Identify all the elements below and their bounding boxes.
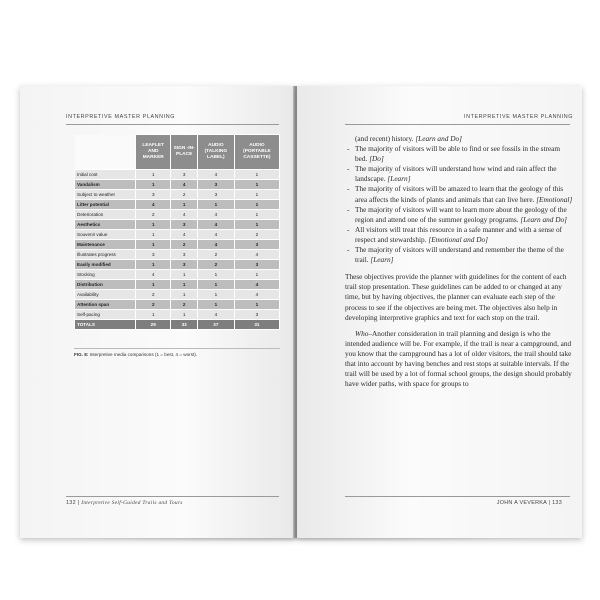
- row-label: Maintenance: [75, 240, 136, 250]
- left-page: [20, 86, 295, 538]
- list-item: [345, 225, 573, 245]
- table-cell: 2: [171, 240, 197, 250]
- column-header: SIGN -IN- PLACE: [171, 135, 197, 170]
- column-header: AUDIO (PORTABLE CASSETTE): [234, 135, 279, 170]
- totals-row: [75, 320, 280, 330]
- table-cell: 1: [234, 200, 279, 210]
- table-cell: 1: [136, 220, 171, 230]
- left-head-rule: [66, 124, 279, 125]
- table-row: [75, 300, 280, 310]
- row-label: Litter potential: [75, 200, 136, 210]
- table-cell: 1: [234, 220, 279, 230]
- table-cell: 3: [234, 260, 279, 270]
- table-cell: 2: [136, 300, 171, 310]
- right-head-rule: [345, 124, 570, 125]
- table-cell: 1: [171, 280, 197, 290]
- table-cell: 1: [171, 290, 197, 300]
- list-item: [345, 134, 573, 144]
- table-cell: 4: [171, 230, 197, 240]
- table-cell: 2: [136, 290, 171, 300]
- left-folio: 132: [66, 500, 76, 506]
- list-item: [345, 245, 573, 265]
- row-label: Availability: [75, 290, 136, 300]
- table-cell: 4: [197, 170, 234, 180]
- row-label: Souvenir value: [75, 230, 136, 240]
- table-cell: 4: [197, 220, 234, 230]
- table-cell: 1: [136, 240, 171, 250]
- table-row: [75, 270, 280, 280]
- footer-separator: |: [548, 500, 553, 506]
- table-row: [75, 230, 280, 240]
- table-cell: 4: [197, 230, 234, 240]
- row-label: Self-pacing: [75, 310, 136, 320]
- media-comparison-table: [74, 134, 280, 330]
- table-body: [75, 170, 280, 330]
- totals-label: TOTALS: [75, 320, 136, 330]
- table-row: [75, 310, 280, 320]
- table-row: [75, 240, 280, 250]
- totals-cell: 31: [234, 320, 279, 330]
- table-cell: 3: [171, 220, 197, 230]
- objective-tag: [Learn]: [387, 174, 411, 184]
- who-lead: Who: [355, 328, 369, 338]
- table-cell: 1: [234, 170, 279, 180]
- footer-author: JOHN A VEVERKA: [496, 500, 547, 506]
- caption-rule: [74, 348, 280, 349]
- objective-tag: [Learn]: [370, 255, 394, 265]
- objective-text: The majority of visitors will understand and remember the theme of the trail.: [355, 245, 564, 265]
- table-cell: 4: [197, 310, 234, 320]
- table-cell: 1: [234, 300, 279, 310]
- table-cell: 1: [171, 270, 197, 280]
- table-corner: [75, 135, 136, 170]
- table-cell: 1: [197, 290, 234, 300]
- row-label: Initial cost: [75, 170, 136, 180]
- table-cell: 3: [171, 170, 197, 180]
- row-label: Attention span: [75, 300, 136, 310]
- footer-book-title: Interpretive Self-Guided Trails and Tours: [81, 500, 183, 506]
- paragraph-objectives: These objectives provide the planner with guidelines for the content of each trail stop presentation. These guidelines can be added to or changed at any time, but by having objectives, the planner can evaluate each step of the process to see if the objectives are being met. The objectives also help in developing interpretive graphics and text for each stop on the trail.: [345, 272, 567, 322]
- table-cell: 4: [234, 250, 279, 260]
- bullet-dash: -: [347, 224, 350, 234]
- table-cell: 1: [197, 300, 234, 310]
- bullet-dash: -: [347, 204, 350, 214]
- list-item: [345, 144, 573, 164]
- table-row: [75, 190, 280, 200]
- left-footer: [66, 500, 183, 506]
- row-label: Subject to weather: [75, 190, 136, 200]
- table-cell: 2: [171, 190, 197, 200]
- table-cell: 3: [171, 250, 197, 260]
- table-cell: 1: [171, 200, 197, 210]
- totals-cell: 33: [171, 320, 197, 330]
- column-header: AUDIO (TALKING LABEL): [197, 135, 234, 170]
- table-row: [75, 260, 280, 270]
- bullet-dash: -: [347, 245, 350, 255]
- table-cell: 1: [136, 280, 171, 290]
- list-item: [345, 164, 573, 184]
- table-cell: 4: [197, 240, 234, 250]
- column-header: LEAFLET AND MARKER: [136, 135, 171, 170]
- objective-text: The majority of visitors will be able to find or see fossils in the stream bed.: [355, 144, 561, 164]
- row-label: Deterioration: [75, 210, 136, 220]
- bullet-dash: -: [347, 184, 350, 194]
- table-cell: 1: [234, 210, 279, 220]
- table-cell: 1: [136, 310, 171, 320]
- table-header-row: [75, 135, 280, 170]
- table-cell: 4: [171, 180, 197, 190]
- table-row: [75, 280, 280, 290]
- table-row: [75, 250, 280, 260]
- table-cell: 3: [136, 250, 171, 260]
- objective-tag: [Learn and Do]: [520, 214, 567, 224]
- table-cell: 2: [234, 230, 279, 240]
- table-cell: 1: [197, 200, 234, 210]
- bullet-dash: -: [347, 164, 350, 174]
- table-row: [75, 180, 280, 190]
- left-running-head: INTERPRETIVE MASTER PLANNING: [66, 114, 176, 120]
- table-cell: 1: [136, 180, 171, 190]
- left-foot-rule: [66, 496, 279, 497]
- objective-text: The majority of visitors will be amazed to learn that the geology of this area affects the kinds of plants and animals that can live here.: [355, 184, 564, 204]
- figure-caption: [74, 352, 284, 357]
- table-cell: 2: [136, 210, 171, 220]
- table-cell: 1: [197, 270, 234, 280]
- table-cell: 4: [136, 270, 171, 280]
- table-cell: 2: [197, 250, 234, 260]
- objective-text: The majority of visitors will want to learn more about the geology of the region and attend one of the summer geology programs.: [355, 204, 567, 224]
- totals-cell: 37: [197, 320, 234, 330]
- table-cell: 4: [234, 290, 279, 300]
- objective-tag: [Learn and Do]: [415, 134, 462, 143]
- table-cell: 4: [171, 210, 197, 220]
- table-cell: 3: [234, 310, 279, 320]
- table-row: [75, 210, 280, 220]
- right-running-head: INTERPRETIVE MASTER PLANNING: [464, 114, 574, 120]
- table-cell: 1: [234, 270, 279, 280]
- who-text: –Another consideration in trail planning and design is who the intended audience will be. For example, if the trail is near a campground, and you know that the campground has a lot of older visitors, the trail should take that into account by having benches and rest stops at suitable intervals. If the trail will be used by a lot of formal school groups, the design should probably have wider paths, with space for groups to: [345, 328, 572, 389]
- table-row: [75, 170, 280, 180]
- table-cell: 1: [136, 260, 171, 270]
- right-footer: [497, 500, 562, 506]
- lead-fragment: (and recent) history.: [355, 134, 414, 143]
- table-cell: 1: [197, 280, 234, 290]
- table-cell: 3: [171, 260, 197, 270]
- right-page: [297, 86, 582, 538]
- objective-tag: [Do]: [369, 154, 384, 164]
- row-label: Aesthetics: [75, 220, 136, 230]
- table-cell: 4: [136, 200, 171, 210]
- table-cell: 4: [197, 210, 234, 220]
- totals-cell: 29: [136, 320, 171, 330]
- right-folio: 133: [552, 500, 562, 506]
- list-item: [345, 184, 573, 204]
- row-label: Illustrates progress: [75, 250, 136, 260]
- row-label: Vandalism: [75, 180, 136, 190]
- table-cell: 1: [136, 230, 171, 240]
- table-cell: 4: [234, 280, 279, 290]
- objectives-bullets: [345, 144, 573, 265]
- table-cell: 3: [136, 190, 171, 200]
- table-row: [75, 290, 280, 300]
- list-item: [345, 205, 573, 225]
- caption-label: FIG. 8:: [74, 352, 89, 357]
- table-cell: 2: [171, 300, 197, 310]
- bullet-dash: -: [347, 144, 350, 154]
- table-cell: 3: [197, 180, 234, 190]
- body-text: [345, 134, 573, 389]
- right-foot-rule: [345, 496, 570, 497]
- objective-text: The majority of visitors will understand how wind and rain affect the landscape.: [355, 164, 557, 184]
- table-cell: 1: [234, 190, 279, 200]
- table-cell: 3: [234, 240, 279, 250]
- row-label: Easily modified: [75, 260, 136, 270]
- table-cell: 1: [136, 170, 171, 180]
- row-label: Distribution: [75, 280, 136, 290]
- table-cell: 1: [234, 180, 279, 190]
- table-cell: 1: [171, 310, 197, 320]
- footer-separator: |: [77, 500, 82, 506]
- row-label: Stocking: [75, 270, 136, 280]
- objective-tag: [Emotional and Do]: [428, 234, 488, 244]
- objective-tag: [Emotional]: [536, 194, 573, 204]
- caption-text: Interpretive media comparisons (1 = best, 4 = worst).: [89, 352, 198, 357]
- table-cell: 3: [197, 190, 234, 200]
- table-row: [75, 200, 280, 210]
- objectives-list: [345, 134, 573, 144]
- table-row: [75, 220, 280, 230]
- objective-text: All visitors will treat this resource in a safe manner and with a sense of respect and stewardship.: [355, 224, 563, 244]
- paragraph-who: [345, 329, 573, 390]
- table-cell: 2: [197, 260, 234, 270]
